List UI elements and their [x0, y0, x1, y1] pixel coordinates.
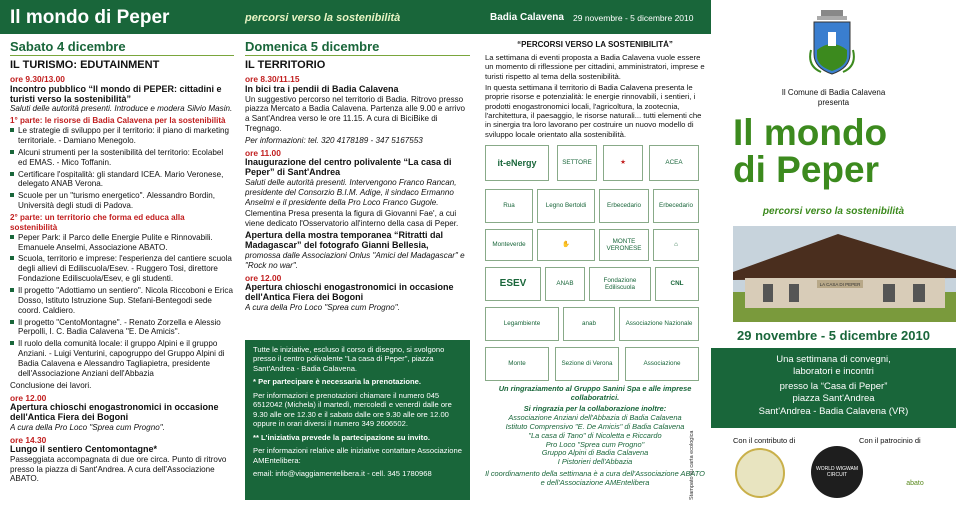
closing-text: Conclusione dei lavori.: [10, 380, 92, 390]
logo-associazione-nazionale: Associazione Nazionale: [619, 307, 699, 341]
house-photo: [733, 226, 956, 322]
time-label: ore 12.00: [245, 272, 282, 283]
cover-desc-line: laboratori e incontri: [793, 366, 874, 378]
logo-monte: Monte: [485, 347, 549, 381]
intro-text: La settimana di eventi proposta a Badia Calavena vuole essere un momento di riflessione per cittadini, amministratori, imprese e turisti rispetto al tema della sostenibilità.: [485, 52, 705, 81]
cover-desc-line: Una settimana di convegni,: [776, 354, 891, 365]
info-text: Tutte le iniziative, escluso il corso di disegno, si svolgono presso il centro polivalente "La casa di Peper", piazza Sant'Andrea - Badia Calavena.: [253, 345, 445, 373]
list-item: Alcuni strumenti per la sostenibilità del territorio: Ecolabel ed EMAS. - Mico Toffanin.: [10, 148, 234, 168]
bim-seal-icon: [735, 448, 785, 498]
day-title: Domenica 5 dicembre: [245, 40, 380, 54]
comune-label: Il Comune di Badia Calavena: [781, 88, 886, 97]
info-box: [245, 340, 470, 500]
event-title: Apertura della mostra temporanea “Ritratti dal Madagascar” del fotografo Gianni Bellesia,: [245, 230, 444, 251]
logo-monteverde: Monteverde: [485, 229, 533, 261]
time-label: ore 14.30: [10, 434, 47, 445]
event-title: Incontro pubblico “Il mondo di PEPER: cittadini e turisti verso la sostenibilità”: [10, 83, 222, 104]
logo-it-energy: it-eNergy: [485, 145, 549, 181]
event-info: Per informazioni: tel. 320 4178189 - 347 5167553: [245, 135, 423, 145]
logo-legambiente: Legambiente: [485, 307, 559, 341]
logo-associazione: Associazione: [625, 347, 699, 381]
contributo-label: Con il contributo di: [733, 436, 796, 445]
event-desc: A cura della Pro Loco "Sprea cum Progno".: [245, 302, 400, 312]
section-title: IL TURISMO: EDUTAINMENT: [10, 59, 160, 72]
column-sponsors: [485, 40, 705, 506]
time-label: ore 12.00: [10, 392, 47, 403]
divider: [10, 55, 234, 56]
cover-panel: [711, 0, 956, 510]
logo-grid: [485, 145, 705, 385]
logo-monte-veronese: MONTE VERONESE: [599, 229, 649, 261]
list-item: Scuole per un "turismo energetico". Alessandro Bordin, Università degli studi di Padova.: [10, 191, 234, 211]
logo-anab-2: anab: [563, 307, 615, 341]
section-title: IL TERRITORIO: [245, 59, 326, 72]
info-text: ** L'iniziativa prevede la partecipazione su invito.: [253, 432, 430, 442]
cover-desc-line: presso la “Casa di Peper”: [779, 381, 888, 393]
cover-title: [733, 114, 887, 188]
logo-erbecedario-2: Erbecedario: [653, 189, 699, 223]
presenta-label: presenta: [817, 98, 850, 107]
logo-rua: Rua: [485, 189, 533, 223]
list-item: Certificare l'ospitalità: gli standard ICEA. Mario Veronese, delegato ANAB Verona.: [10, 170, 234, 190]
thanks-list: [485, 405, 705, 467]
list-item: Il progetto "Adottiamo un sentiero". Nicola Riccoboni e Erica Dosso, Istituto Istruzione Sup. Stefani-Bentegodi sede coord. Caldiero.: [10, 286, 234, 316]
time-label: ore 9.30/13.00: [10, 74, 65, 85]
wigwam-seal-icon: WORLD WIGWAM CIRCUIT: [811, 446, 863, 498]
event-title: Apertura chioschi enogastronomici in occasione dell'Antica Fiera dei Bogoni: [245, 281, 454, 302]
logo-esev: ESEV: [485, 267, 541, 301]
thanks-line: Si ringrazia per la collaborazione inoltre:: [523, 404, 667, 414]
list-item: Peper Park: il Parco delle Energie Pulite e Rinnovabili. Emanuele Anselmi, Associazione ABATO.: [10, 233, 234, 253]
thanks-line: "La casa di Tano" di Nicoletta e Riccardo: [528, 430, 662, 440]
day-title: Sabato 4 dicembre: [10, 40, 126, 54]
thanks-line: Pro Loco "Sprea cum Progno": [545, 439, 645, 449]
house-sign: LA CASA DI PEPER: [819, 282, 861, 287]
thanks-line: Istituto Comprensivo "E. De Amicis" di Badia Calavena: [505, 421, 685, 431]
logo-erbecedario: Erbecedario: [599, 189, 649, 223]
speaker-list-1: [10, 126, 234, 211]
patrocinio-label: Con il patrocinio di: [859, 436, 921, 445]
event-desc: Passeggiata accompagnata di due ore circa. Punto di ritrovo presso la piazza di Sant'Andrea. A cura dell'Associazione ABATO.: [10, 454, 227, 484]
info-text: Per informazioni relative alle iniziative contattare Associazione AMEntelibera:: [253, 446, 462, 465]
header-subtitle: percorsi verso la sostenibilità: [245, 12, 401, 24]
contact-email[interactable]: email: info@viaggiamentelibera.it - cell. 345 1780968: [253, 469, 432, 479]
event-title: Inaugurazione del centro polivalente “La casa di Peper” di Sant'Andrea: [245, 157, 452, 177]
logo-settore: SETTORE: [557, 145, 597, 181]
event-desc: Un suggestivo percorso nel territorio di Badia. Ritrovo presso piazza Mercato a Badia Calavena. Partenza alle 9.00 e arrivo a Sant'Andrea verso le ore 11.15. A cura di BiciBike di Tregnago.: [245, 94, 466, 134]
cover-subtitle: percorsi verso la sostenibilità: [762, 206, 905, 217]
thanks-sponsor: Un ringraziamento al Gruppo Sanini Spa e alle imprese collaboratrici.: [498, 384, 692, 403]
logo-legno: Legno Bertoldi: [537, 189, 595, 223]
logo-anab: ANAB: [545, 267, 585, 301]
list-item: Il progetto "CentoMontagne". - Renato Zorzella e Alessio Perpolli, I. C. Badia Calavena "E. De Amicis".: [10, 318, 234, 338]
cover-dates: 29 novembre - 5 dicembre 2010: [737, 328, 930, 343]
logo-sezione-verona: Sezione di Verona: [555, 347, 619, 381]
header-place: Badia Calavena: [490, 12, 564, 23]
coat-of-arms-icon: [807, 10, 857, 76]
abato-logo: abato: [906, 480, 924, 487]
intro-text: In questa settimana il territorio di Badia Calavena presenta le proprie risorse e potenzialità: le energie rinnovabili, i sentieri, i prodotti enogastronomici locali, l'agricoltura, la zootecnia, l'architettura, il paesaggio, le risorse naturali... tutti elementi che in sinergia tra loro lavorano per costruire un nuovo modello di sviluppo locale orientato alla sostenibilità.: [485, 82, 702, 139]
event-desc: Clementina Presa presenta la figura di Giovanni Fae', a cui viene dedicato l'Osservatorio all'interno della casa di Peper.: [245, 209, 459, 229]
part-title: 2° parte: un territorio che forma ed educa alla sostenibilità: [10, 213, 185, 232]
logo-fondazione: Fondazione Ediliscuola: [589, 267, 651, 301]
event-desc: promossa dalle Associazioni Onlus "Amici del Madagascar" e "Rock no war".: [245, 250, 465, 270]
cover-desc-line: Sant'Andrea - Badia Calavena (VR): [758, 405, 909, 417]
coordination-text: Il coordinamento della settimana è a cura dell'Associazione ABATO e dell'Associazione AMEntelibera: [485, 469, 705, 488]
thanks-line: Associazione Anziani dell'Abbazia di Badia Calavena: [508, 412, 682, 422]
bell-logo: ⌂: [653, 229, 699, 261]
part-title: 1° parte: le risorse di Badia Calavena per la sostenibilità: [10, 116, 226, 126]
cover-title-line: di Peper: [733, 149, 879, 190]
header-bar: [0, 0, 711, 34]
time-label: ore 8.30/11.15: [245, 74, 300, 85]
list-item: Scuola, territorio e imprese: l'esperienza del cantiere scuola degli allievi di Ediliscuola/Esev. - Ruggero Tosi, direttore Fondazione Ediliscuola/Esev, e gli studenti.: [10, 254, 234, 284]
hands-logo: ✋: [537, 229, 595, 261]
event-title: Apertura chioschi enogastronomici in occasione dell'Antica Fiera dei Bogoni: [10, 401, 219, 422]
logo-cnl: CNL: [655, 267, 699, 301]
cover-desc-line: piazza Sant'Andrea: [792, 393, 875, 405]
list-item: Il ruolo della comunità locale: il gruppo Alpini e il gruppo Anziani. - Luigi Venturini, capogruppo del Gruppo Alpini di Badia Calavena e Alessandro Tagliapietra, presidente dell'Associazione Anziani dell'Abbazia: [10, 339, 234, 378]
event-desc: Saluti delle autorità presenti. Intervengono Franco Rancan, presidente del Consorzio B.I.M. Adige, il sindaco Ermanno Anselmi e il presidente della Pro Loco Franco Gugole.: [245, 177, 457, 207]
list-item: Le strategie di sviluppo per il territorio: il piano di marketing territoriale. - Damiano Menegolo.: [10, 126, 234, 146]
divider: [245, 55, 470, 56]
cover-title-line: Il mondo: [733, 112, 888, 153]
thanks-line: Gruppo Alpini di Badia Calavena: [541, 448, 649, 458]
info-text: Per informazioni e prenotazioni chiamare il numero 045 6512042 (Michela) il martedì, mercoledì e venerdì dalle ore 9.30 alle ore 12.30 e il sabato dalle ore 9.30 alle ore 12.00 oppure in orari diversi il numero 349 2606502.: [253, 390, 452, 429]
time-label: ore 11.00: [245, 147, 281, 158]
header-dates: 29 novembre - 5 dicembre 2010: [573, 13, 694, 23]
star-logo: ★: [603, 145, 643, 181]
cover-description-box: [711, 348, 956, 428]
speaker-list-2: [10, 233, 234, 379]
event-desc: Saluti delle autorità presenti. Introduce e modera Silvio Masin.: [10, 104, 233, 114]
thanks-line: I Pistorieri dell'Abbazia: [557, 457, 633, 467]
event-title: Lungo il sentiero Centomontagne*: [10, 443, 158, 454]
eco-paper-note: Stampato su carta ecologica: [689, 430, 695, 500]
event-title: In bici tra i pendii di Badia Calavena: [245, 83, 399, 94]
logo-acea: ACEA: [649, 145, 699, 181]
column-saturday: [10, 40, 234, 506]
header-title: Il mondo di Peper: [10, 7, 170, 28]
event-desc: A cura della Pro Loco "Sprea cum Progno".: [10, 422, 165, 432]
intro-title: “PERCORSI VERSO LA SOSTENIBILITÀ”: [517, 40, 673, 49]
info-text: * Per partecipare è necessaria la prenotazione.: [253, 377, 421, 387]
